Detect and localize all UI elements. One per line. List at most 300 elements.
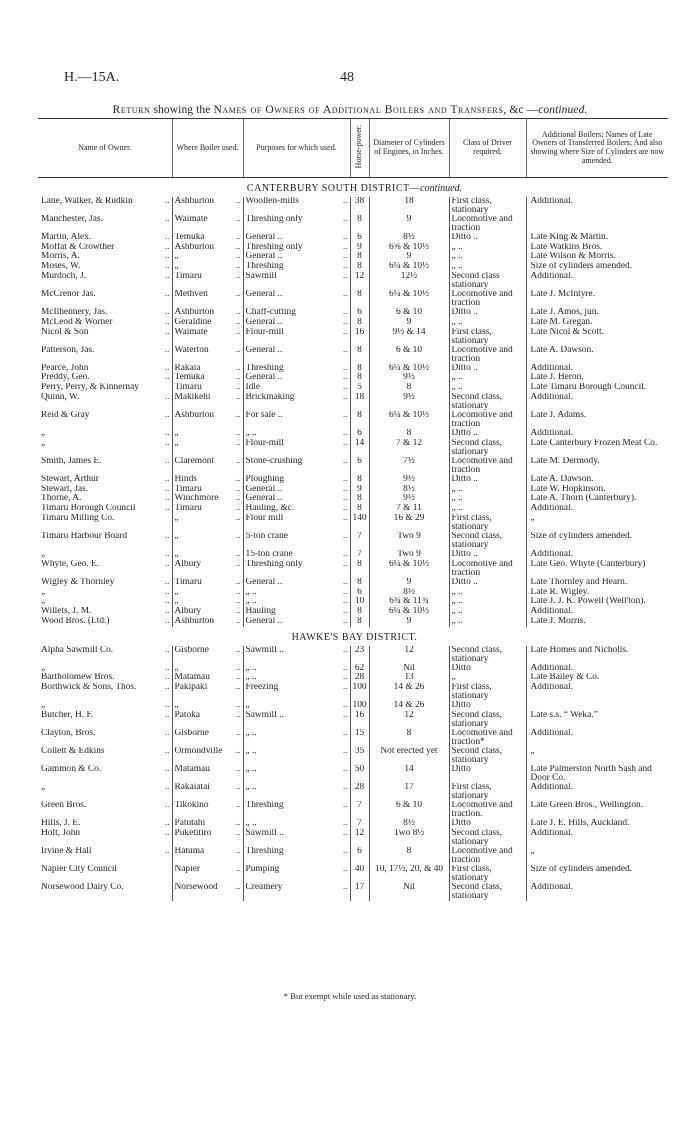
remarks-cell-text: Late Wilson & Morris.	[530, 252, 616, 262]
purpose-cell-text: „ ..	[245, 663, 257, 673]
owner-cell-text: Wood Bros. (Ltd.)	[41, 616, 110, 626]
where-used-cell	[172, 290, 243, 308]
purpose-cell-leader-dots: ..	[342, 607, 348, 617]
purpose-cell	[243, 673, 350, 683]
horse-power-cell	[350, 411, 369, 429]
driver-class-cell-text: Ditto	[451, 701, 471, 711]
purpose-cell	[243, 494, 350, 504]
purpose-cell-text: General ..	[245, 494, 283, 504]
table-row	[38, 411, 668, 429]
purpose-cell-text: Threshing only	[245, 559, 303, 569]
table-row	[38, 819, 668, 829]
purpose-cell-text: Pumping	[245, 864, 280, 874]
purpose-cell-text: „ ..	[245, 428, 257, 438]
remarks-cell	[526, 328, 668, 346]
where-used-cell-leader-dots: ..	[235, 410, 241, 420]
horse-power-cell-text: 6	[357, 846, 362, 856]
where-used-cell-leader-dots: ..	[235, 782, 241, 792]
purpose-cell-leader-dots: ..	[342, 456, 348, 466]
diameter-cell-text: 6⅝ & 10½	[388, 242, 430, 252]
purpose-cell	[243, 383, 350, 393]
diameter-cell-text: 8	[406, 428, 412, 438]
diameter-cell	[369, 429, 449, 439]
purpose-cell	[243, 683, 350, 701]
purpose-cell	[243, 215, 350, 233]
table-row	[38, 646, 668, 664]
horse-power-cell-text: 40	[354, 864, 365, 874]
purpose-cell-leader-dots: ..	[342, 438, 348, 448]
column-header-horse-power	[350, 119, 369, 178]
purpose-cell-leader-dots: ..	[342, 307, 348, 317]
driver-class-cell-text: Locomotive and traction*	[451, 728, 513, 747]
district-heading	[38, 178, 668, 197]
horse-power-cell	[350, 683, 369, 701]
diameter-cell-text: 6¼ & 10½	[388, 410, 430, 420]
where-used-cell-leader-dots: ..	[235, 645, 241, 655]
horse-power-cell	[350, 617, 369, 627]
purpose-cell-leader-dots: ..	[342, 317, 348, 327]
remarks-cell	[526, 215, 668, 233]
driver-class-cell-text: First class, stationary	[451, 782, 492, 801]
driver-class-cell	[449, 683, 526, 701]
purpose-cell-leader-dots: ..	[342, 345, 348, 355]
table-row	[38, 383, 668, 393]
where-used-cell-leader-dots: ..	[235, 484, 241, 494]
table-row	[38, 729, 668, 747]
diameter-cell	[369, 485, 449, 495]
horse-power-cell-text: 8	[357, 607, 362, 617]
title-part-continued: continued.	[538, 104, 588, 116]
diameter-cell-text: 9½	[403, 373, 415, 383]
remarks-cell	[526, 588, 668, 598]
table-row	[38, 597, 668, 607]
purpose-cell-leader-dots: ..	[342, 383, 348, 393]
horse-power-cell	[350, 393, 369, 411]
remarks-cell	[526, 801, 668, 819]
horse-power-cell	[350, 243, 369, 253]
driver-class-cell-text: Second class, stationary	[451, 392, 503, 411]
horse-power-cell-text: 23	[354, 645, 365, 655]
remarks-cell	[526, 290, 668, 308]
where-used-cell-text: „	[174, 549, 179, 559]
title-part-names: Names of Owners of Additional Boilers and Transfers	[213, 104, 504, 116]
remarks-cell	[526, 197, 668, 215]
horse-power-cell-text: 8	[357, 616, 362, 626]
diameter-cell-text: 12½	[400, 271, 418, 281]
driver-class-cell-text: Ditto ..	[451, 474, 478, 484]
owner-cell-text: McLeod & Worner	[41, 317, 113, 327]
horse-power-cell	[350, 439, 369, 457]
purpose-cell-text: Brickmaking	[245, 392, 295, 402]
where-used-cell	[172, 272, 243, 290]
where-used-cell	[172, 383, 243, 393]
horse-power-cell-text: 100	[352, 701, 367, 711]
purpose-cell	[243, 747, 350, 765]
where-used-cell-leader-dots: ..	[235, 864, 241, 874]
purpose-cell-text: General ..	[245, 577, 283, 587]
table-row	[38, 801, 668, 819]
diameter-cell	[369, 607, 449, 617]
where-used-cell-text: Napier	[174, 864, 201, 874]
driver-class-cell-text: Ditto	[451, 818, 471, 828]
diameter-cell	[369, 439, 449, 457]
horse-power-cell-text: 8	[357, 262, 362, 272]
remarks-cell-text: Late J. Amos, jun.	[530, 307, 599, 317]
purpose-cell-leader-dots: ..	[342, 818, 348, 828]
horse-power-cell	[350, 673, 369, 683]
diameter-cell-text: Nil	[403, 663, 415, 673]
remarks-cell-text: Additional.	[530, 607, 573, 617]
driver-class-cell	[449, 588, 526, 598]
driver-class-cell-text: Second class, stationary	[451, 531, 503, 550]
horse-power-cell	[350, 346, 369, 364]
owner-cell-text: Preddy, Geo.	[41, 373, 90, 383]
remarks-cell-text: Additional.	[530, 196, 573, 206]
where-used-cell-leader-dots: ..	[235, 607, 241, 617]
purpose-cell-text: Flour-mill	[245, 438, 284, 448]
driver-class-cell	[449, 673, 526, 683]
driver-class-cell-text: „ ..	[451, 383, 463, 393]
where-used-cell-text: Albury	[174, 559, 202, 569]
owner-cell-leader-dots: ..	[164, 214, 170, 224]
where-used-cell	[172, 328, 243, 346]
where-used-cell-text: Timaru	[174, 383, 202, 393]
owner-cell-text: McCrenor Jas.	[41, 289, 96, 299]
driver-class-cell	[449, 514, 526, 532]
remarks-cell	[526, 308, 668, 318]
purpose-cell	[243, 865, 350, 883]
where-used-cell	[172, 550, 243, 560]
where-used-cell	[172, 578, 243, 588]
owner-cell	[38, 262, 172, 272]
where-used-cell	[172, 532, 243, 550]
where-used-cell	[172, 801, 243, 819]
remarks-cell-text: Additional.	[530, 392, 573, 402]
where-used-cell-text: Puketitiro	[174, 828, 212, 838]
horse-power-cell	[350, 215, 369, 233]
purpose-cell-leader-dots: ..	[342, 428, 348, 438]
purpose-cell-text: Stone-crushing	[245, 456, 303, 466]
horse-power-cell	[350, 262, 369, 272]
driver-class-cell	[449, 411, 526, 429]
diameter-cell	[369, 373, 449, 383]
table-row	[38, 701, 668, 711]
where-used-cell-text: „	[174, 597, 179, 607]
diameter-cell-text: Two 9	[397, 549, 421, 559]
diameter-cell-text: 8	[406, 728, 412, 738]
page-number: 48	[340, 70, 354, 85]
diameter-cell-text: Nil	[403, 882, 415, 892]
remarks-cell	[526, 272, 668, 290]
table-row	[38, 683, 668, 701]
diameter-cell	[369, 393, 449, 411]
purpose-cell	[243, 617, 350, 627]
column-header-remarks: Additional Boilers; Names of Late Owners of Transferred Boilers; And also showing where Size of Cylinders are now amended.	[526, 119, 668, 178]
diameter-cell-text: 9½ & 14	[392, 327, 426, 337]
boiler-owners-table	[38, 118, 668, 901]
purpose-cell	[243, 532, 350, 550]
table-row	[38, 439, 668, 457]
diameter-cell	[369, 673, 449, 683]
purpose-cell	[243, 272, 350, 290]
where-used-cell-leader-dots: ..	[235, 392, 241, 402]
driver-class-cell-text: Second class stationary	[451, 271, 500, 290]
purpose-cell	[243, 318, 350, 328]
where-used-cell-text: Ormondville	[174, 746, 223, 756]
purpose-cell	[243, 197, 350, 215]
owner-cell-text: Timaru Milling Co.	[41, 513, 115, 523]
table-row	[38, 765, 668, 783]
driver-class-cell	[449, 475, 526, 485]
table-row	[38, 550, 668, 560]
where-used-cell-text: Methven	[174, 289, 208, 299]
purpose-cell	[243, 514, 350, 532]
remarks-cell	[526, 829, 668, 847]
table-row	[38, 485, 668, 495]
where-used-cell	[172, 318, 243, 328]
diameter-cell-text: 6 & 10	[395, 800, 423, 810]
where-used-cell-text: „	[174, 587, 179, 597]
where-used-cell-text: „	[174, 701, 179, 711]
where-used-cell	[172, 560, 243, 578]
horse-power-cell-text: 8	[357, 289, 362, 299]
purpose-cell-text: Threshing	[245, 363, 284, 373]
owner-cell	[38, 865, 172, 883]
purpose-cell-leader-dots: ..	[342, 864, 348, 874]
purpose-cell-text: For sale ..	[245, 410, 283, 420]
where-used-cell	[172, 514, 243, 532]
diameter-cell	[369, 532, 449, 550]
remarks-cell-text: Late A. Thorn (Canterbury).	[530, 494, 637, 504]
owner-cell-text: Timaru Harbour Board	[41, 531, 128, 541]
owner-cell-leader-dots: ..	[164, 616, 170, 626]
column-header-class: Class of Driver required.	[449, 119, 526, 178]
owner-cell	[38, 597, 172, 607]
remarks-cell	[526, 819, 668, 829]
purpose-cell	[243, 765, 350, 783]
where-used-cell-text: Timaru	[174, 484, 202, 494]
page-header	[0, 70, 700, 90]
diameter-cell	[369, 243, 449, 253]
purpose-cell-leader-dots: ..	[342, 363, 348, 373]
purpose-cell-leader-dots: ..	[342, 531, 348, 541]
purpose-cell	[243, 439, 350, 457]
owner-cell-leader-dots: ..	[164, 307, 170, 317]
owner-cell-leader-dots: ..	[164, 392, 170, 402]
remarks-cell	[526, 457, 668, 475]
diameter-cell	[369, 729, 449, 747]
diameter-cell-text: 8½	[403, 818, 415, 828]
horse-power-cell	[350, 847, 369, 865]
remarks-cell-text: Late Thornley and Hearn.	[530, 577, 628, 587]
table-row	[38, 457, 668, 475]
where-used-cell-leader-dots: ..	[235, 307, 241, 317]
driver-class-cell-text: Locomotive and traction	[451, 214, 513, 233]
purpose-cell	[243, 233, 350, 243]
owner-cell-leader-dots: ..	[164, 818, 170, 828]
purpose-cell	[243, 701, 350, 711]
table-row	[38, 847, 668, 865]
owner-cell-leader-dots: ..	[164, 345, 170, 355]
diameter-cell-text: 12	[404, 710, 414, 720]
horse-power-cell-text: 10	[354, 597, 365, 607]
title-part-return: Return	[112, 104, 151, 116]
where-used-cell	[172, 847, 243, 865]
where-used-cell-text: Waimate	[174, 327, 208, 337]
horse-power-cell-text: 50	[354, 764, 365, 774]
owner-cell	[38, 393, 172, 411]
horse-power-cell	[350, 373, 369, 383]
table-row	[38, 673, 668, 683]
driver-class-cell-text: „ ..	[451, 484, 463, 494]
remarks-cell	[526, 765, 668, 783]
purpose-cell-leader-dots: ..	[342, 577, 348, 587]
remarks-cell-text: Additional.	[530, 828, 573, 838]
remarks-cell	[526, 711, 668, 729]
purpose-cell	[243, 664, 350, 674]
driver-class-cell	[449, 847, 526, 865]
purpose-cell-text: „ ..	[245, 673, 257, 683]
owner-cell-leader-dots: ..	[164, 663, 170, 673]
purpose-cell	[243, 252, 350, 262]
horse-power-cell	[350, 308, 369, 318]
remarks-cell	[526, 346, 668, 364]
owner-cell-leader-dots: ..	[164, 587, 170, 597]
owner-cell	[38, 290, 172, 308]
purpose-cell-leader-dots: ..	[342, 597, 348, 607]
table-row	[38, 560, 668, 578]
driver-class-cell	[449, 783, 526, 801]
purpose-cell-leader-dots: ..	[342, 746, 348, 756]
diameter-cell	[369, 883, 449, 901]
driver-class-cell	[449, 578, 526, 588]
diameter-cell-text: Not erected yet	[380, 746, 438, 756]
horse-power-cell	[350, 475, 369, 485]
owner-cell-leader-dots: ..	[164, 846, 170, 856]
remarks-cell-text: „	[530, 746, 535, 756]
diameter-cell-text: 6¾ & 11¾	[389, 597, 429, 607]
remarks-cell-text: Late J. Morris.	[530, 616, 586, 626]
where-used-cell-leader-dots: ..	[235, 363, 241, 373]
remarks-cell-text: Late A. Dawson.	[530, 345, 594, 355]
owner-cell-leader-dots: ..	[164, 828, 170, 838]
purpose-cell-leader-dots: ..	[342, 846, 348, 856]
owner-cell-leader-dots: ..	[164, 559, 170, 569]
owner-cell	[38, 683, 172, 701]
where-used-cell	[172, 819, 243, 829]
horse-power-cell-text: 7	[357, 818, 362, 828]
horse-power-cell	[350, 801, 369, 819]
driver-class-cell-text: Ditto ..	[451, 428, 478, 438]
purpose-cell-text: „ ..	[245, 782, 257, 792]
remarks-cell-text: Late Watkins Bros.	[530, 242, 603, 252]
diameter-cell	[369, 475, 449, 485]
remarks-cell-text: Late s.s. “ Weka.”	[530, 710, 598, 720]
owner-cell	[38, 243, 172, 253]
where-used-cell	[172, 683, 243, 701]
diameter-cell	[369, 801, 449, 819]
diameter-cell-text: Two 9	[397, 531, 421, 541]
where-used-cell-text: Temuka	[174, 373, 205, 383]
remarks-cell-text: Size of cylinders amended.	[530, 864, 633, 874]
horse-power-cell	[350, 532, 369, 550]
remarks-cell	[526, 318, 668, 328]
where-used-cell-leader-dots: ..	[235, 373, 241, 383]
purpose-cell-leader-dots: ..	[342, 410, 348, 420]
purpose-cell-text: „ ..	[245, 587, 257, 597]
horse-power-cell	[350, 597, 369, 607]
where-used-cell-leader-dots: ..	[235, 196, 241, 206]
purpose-cell	[243, 588, 350, 598]
remarks-cell-text: Late Palmerston North Sash and Door Co.	[530, 764, 652, 783]
where-used-cell-text: Geraldine	[174, 317, 212, 327]
horse-power-cell-text: 100	[352, 683, 367, 693]
diameter-cell-text: 9	[406, 252, 412, 262]
remarks-cell	[526, 597, 668, 607]
remarks-cell-text: Late J. E. Hills, Auckland.	[530, 818, 630, 828]
owner-cell-text: Pearce, John	[41, 363, 89, 373]
purpose-cell-text: Threshing only	[245, 242, 303, 252]
where-used-cell	[172, 429, 243, 439]
driver-class-cell	[449, 252, 526, 262]
diameter-cell	[369, 328, 449, 346]
driver-class-cell-text: „ ..	[451, 242, 463, 252]
where-used-cell-text: Matamau	[174, 673, 210, 683]
horse-power-cell	[350, 233, 369, 243]
column-header-purpose: Purposes for which used.	[243, 119, 350, 178]
where-used-cell-leader-dots: ..	[235, 577, 241, 587]
purpose-cell	[243, 801, 350, 819]
owner-cell	[38, 318, 172, 328]
purpose-cell-text: 15-ton crane	[245, 549, 293, 559]
table-row	[38, 514, 668, 532]
owner-cell-leader-dots: ..	[164, 317, 170, 327]
driver-class-cell-text: First class, stationary	[451, 683, 492, 702]
diameter-cell	[369, 550, 449, 560]
owner-cell-text: Morris, A.	[41, 252, 80, 262]
diameter-cell	[369, 683, 449, 701]
owner-cell-leader-dots: ..	[164, 271, 170, 281]
driver-class-cell	[449, 364, 526, 374]
purpose-cell-text: General ..	[245, 345, 283, 355]
where-used-cell-leader-dots: ..	[235, 271, 241, 281]
diameter-cell-text: 9	[406, 214, 412, 224]
owner-cell	[38, 328, 172, 346]
remarks-cell-text: Late M. Gregan.	[530, 317, 593, 327]
purpose-cell-leader-dots: ..	[342, 764, 348, 774]
horse-power-cell	[350, 550, 369, 560]
horse-power-cell	[350, 290, 369, 308]
where-used-cell-text: Norsewood	[174, 882, 218, 892]
driver-class-cell	[449, 243, 526, 253]
owner-cell	[38, 711, 172, 729]
purpose-cell-text: Flour-mill	[245, 327, 284, 337]
driver-class-cell	[449, 346, 526, 364]
where-used-cell-text: Timaru	[174, 577, 202, 587]
table-row	[38, 243, 668, 253]
horse-power-cell-text: 8	[357, 373, 362, 383]
remarks-cell	[526, 560, 668, 578]
horse-power-cell-text: 9	[357, 484, 362, 494]
horse-power-cell-text: 8	[357, 345, 362, 355]
table-row	[38, 346, 668, 364]
where-used-cell-leader-dots: ..	[235, 728, 241, 738]
diameter-cell	[369, 457, 449, 475]
remarks-cell-text: Late A. Dawson.	[530, 474, 594, 484]
purpose-cell-text: General ..	[245, 616, 283, 626]
remarks-cell-text: Additional.	[530, 663, 573, 673]
where-used-cell-text: Ashburton	[174, 307, 215, 317]
